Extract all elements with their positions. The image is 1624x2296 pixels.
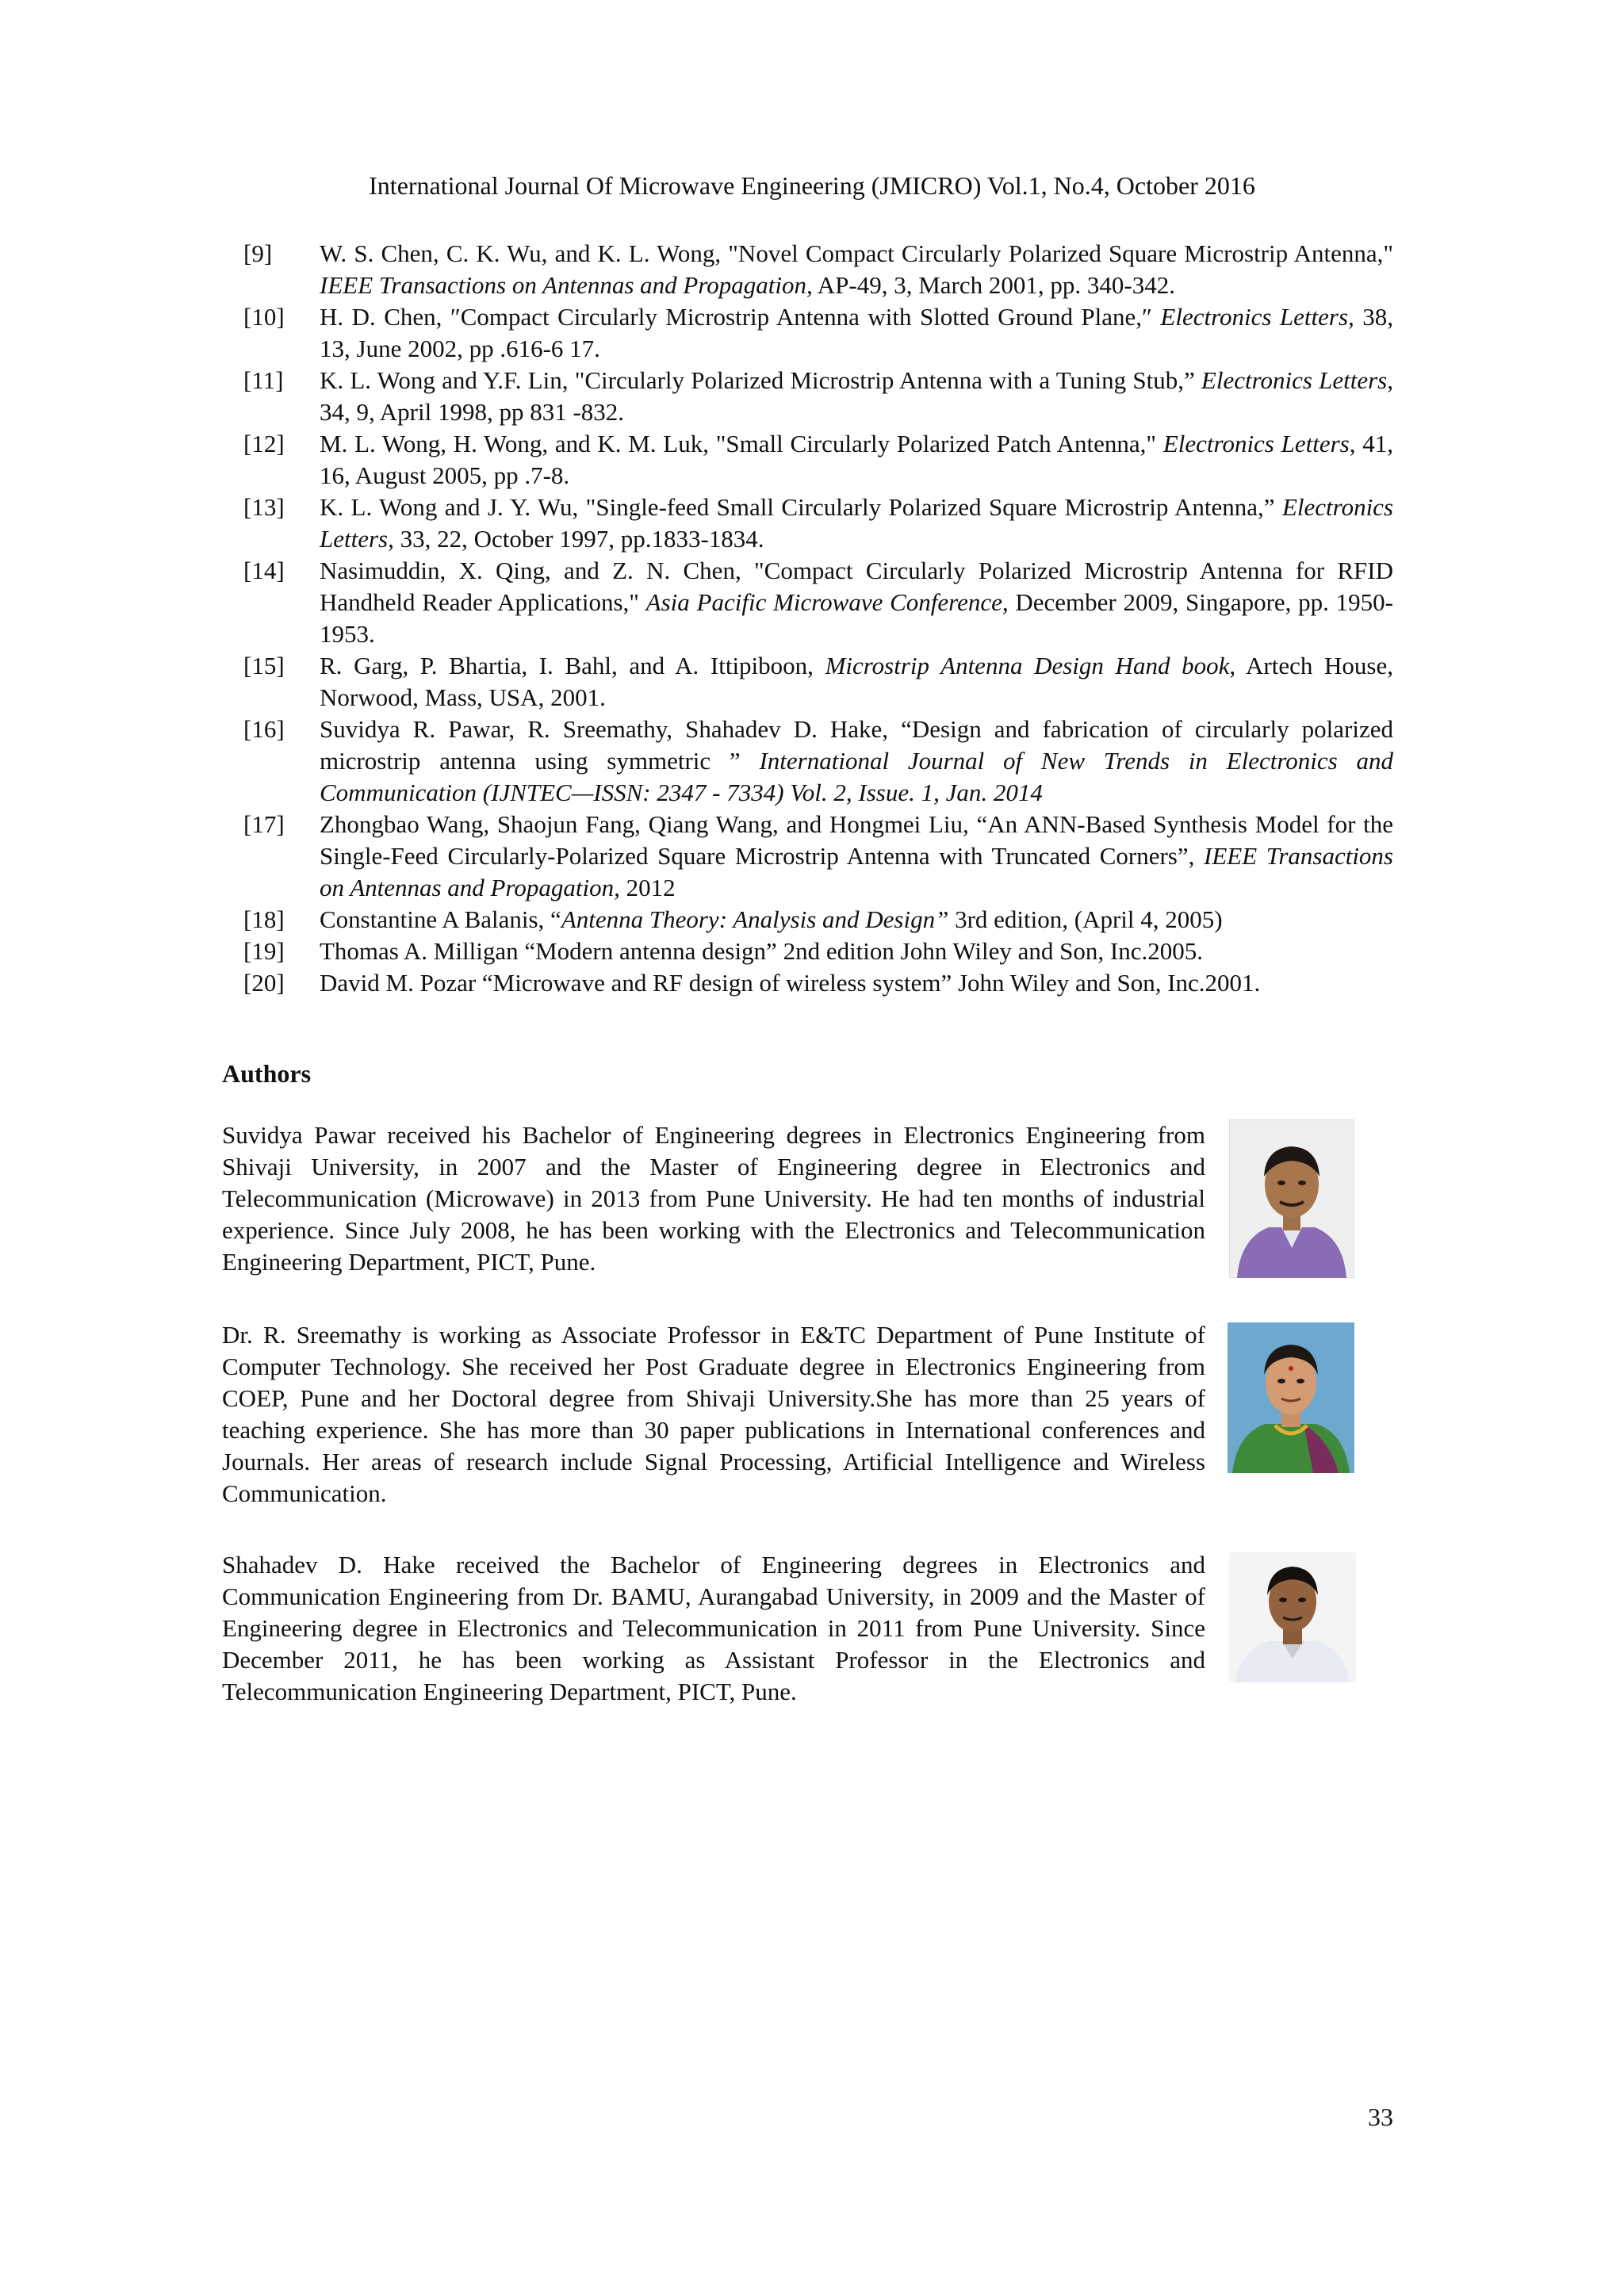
author-photo-pawar bbox=[1229, 1119, 1354, 1278]
author-photo-hake bbox=[1229, 1552, 1356, 1682]
reference-item bbox=[243, 650, 1393, 714]
reference-number: [16] bbox=[243, 715, 285, 743]
reference-text: M. L. Wong, H. Wong, and K. M. Luk, "Small Circularly Polarized Patch Antenna," Electronics Letters, 41, 16, August 2005, pp .7-8. bbox=[320, 430, 1394, 489]
reference-item bbox=[243, 555, 1393, 650]
reference-number: [13] bbox=[243, 493, 285, 521]
reference-item bbox=[243, 714, 1393, 809]
reference-text: K. L. Wong and Y.F. Lin, "Circularly Polarized Microstrip Antenna with a Tuning Stub,” Electronics Letters, 34, 9, April 1998, pp 831 -832. bbox=[320, 366, 1393, 426]
author-bio-pawar: Suvidya Pawar received his Bachelor of Engineering degrees in Electronics Engineering from Shivaji University, in 2007 and the Master of Engineering degree in Electronics and Telecommunication (Microwave) in 2013 from Pune University. He had ten months of industrial experience. Since July 2008, he has been working with the Electronics and Telecommunication Engineering Department, PICT, Pune. bbox=[222, 1121, 1205, 1276]
reference-item bbox=[243, 428, 1393, 492]
reference-number: [14] bbox=[243, 557, 285, 584]
reference-text: Suvidya R. Pawar, R. Sreemathy, Shahadev D. Hake, “Design and fabrication of circularly polarized microstrip antenna using symmetric ” International Journal of New Trends in Electronics and Communication (IJNTEC—ISSN: 2347 - 7334) Vol. 2, Issue. 1, Jan. 2014 bbox=[320, 715, 1393, 806]
reference-item bbox=[243, 936, 1393, 967]
reference-item bbox=[243, 238, 1393, 301]
running-header: International Journal Of Microwave Engineering (JMICRO) Vol.1, No.4, October 2016 bbox=[369, 171, 1255, 200]
reference-item bbox=[243, 492, 1393, 555]
reference-number: [19] bbox=[243, 937, 285, 965]
author-bio-sreemathy: Dr. R. Sreemathy is working as Associate Professor in E&TC Department of Pune Institute of Computer Technology. She received her Post Graduate degree in Electronics Engineering from COEP, Pune and her Doctoral degree from Shivaji University.She has more than 25 years of teaching experience. She has more than 30 paper publications in International conferences and Journals. Her areas of research include Signal Processing, Artificial Intelligence and Wireless Communication. bbox=[222, 1321, 1205, 1507]
reference-number: [12] bbox=[243, 430, 285, 457]
author-photo-sreemathy bbox=[1228, 1322, 1354, 1473]
reference-number: [18] bbox=[243, 905, 285, 933]
authors-heading: Authors bbox=[222, 1059, 312, 1088]
reference-text: Constantine A Balanis, “Antenna Theory: Analysis and Design” 3rd edition, (April 4, 2005) bbox=[320, 905, 1223, 933]
reference-item bbox=[243, 904, 1393, 936]
reference-number: [11] bbox=[243, 366, 284, 394]
reference-text: David M. Pozar “Microwave and RF design of wireless system” John Wiley and Son, Inc.2001. bbox=[320, 969, 1261, 997]
reference-number: [15] bbox=[243, 652, 285, 679]
reference-text: Nasimuddin, X. Qing, and Z. N. Chen, "Compact Circularly Polarized Microstrip Antenna for RFID Handheld Reader Applications," Asia Pacific Microwave Conference, December 2009, Singapore, pp. 1950-1953. bbox=[320, 557, 1393, 648]
reference-item bbox=[243, 809, 1393, 904]
reference-text: R. Garg, P. Bhartia, I. Bahl, and A. Ittipiboon, Microstrip Antenna Design Hand book, Artech House, Norwood, Mass, USA, 2001. bbox=[320, 652, 1394, 711]
reference-item bbox=[243, 365, 1393, 428]
reference-number: [9] bbox=[243, 239, 273, 267]
reference-text: K. L. Wong and J. Y. Wu, "Single-feed Small Circularly Polarized Square Microstrip Antenna,” Electronics Letters, 33, 22, October 1997, pp.1833-1834. bbox=[320, 493, 1393, 553]
reference-item bbox=[243, 967, 1393, 999]
reference-number: [20] bbox=[243, 969, 285, 997]
reference-text: Zhongbao Wang, Shaojun Fang, Qiang Wang, and Hongmei Liu, “An ANN-Based Synthesis Model for the Single-Feed Circularly-Polarized Square Microstrip Antenna with Truncated Corners”, IEEE Transactions on Antennas and Propagation, 2012 bbox=[320, 810, 1393, 901]
reference-text: Thomas A. Milligan “Modern antenna design” 2nd edition John Wiley and Son, Inc.2005. bbox=[320, 937, 1204, 965]
reference-text: H. D. Chen, ″Compact Circularly Microstrip Antenna with Slotted Ground Plane,″ Electronics Letters, 38, 13, June 2002, pp .616-6 17. bbox=[320, 303, 1393, 362]
reference-item bbox=[243, 301, 1393, 365]
reference-number: [17] bbox=[243, 810, 285, 838]
reference-number: [10] bbox=[243, 303, 285, 331]
author-bio-hake: Shahadev D. Hake received the Bachelor of Engineering degrees in Electronics and Communication Engineering from Dr. BAMU, Aurangabad University, in 2009 and the Master of Engineering degree in Electronics and Telecommunication in 2011 from Pune University. Since December 2011, he has been working as Assistant Professor in the Electronics and Telecommunication Engineering Department, PICT, Pune. bbox=[222, 1551, 1205, 1705]
reference-list bbox=[243, 238, 1393, 999]
reference-text: W. S. Chen, C. K. Wu, and K. L. Wong, "Novel Compact Circularly Polarized Square Microstrip Antenna," IEEE Transactions on Antennas and Propagation, AP-49, 3, March 2001, pp. 340-342. bbox=[320, 239, 1393, 299]
page-number: 33 bbox=[1368, 2103, 1393, 2131]
